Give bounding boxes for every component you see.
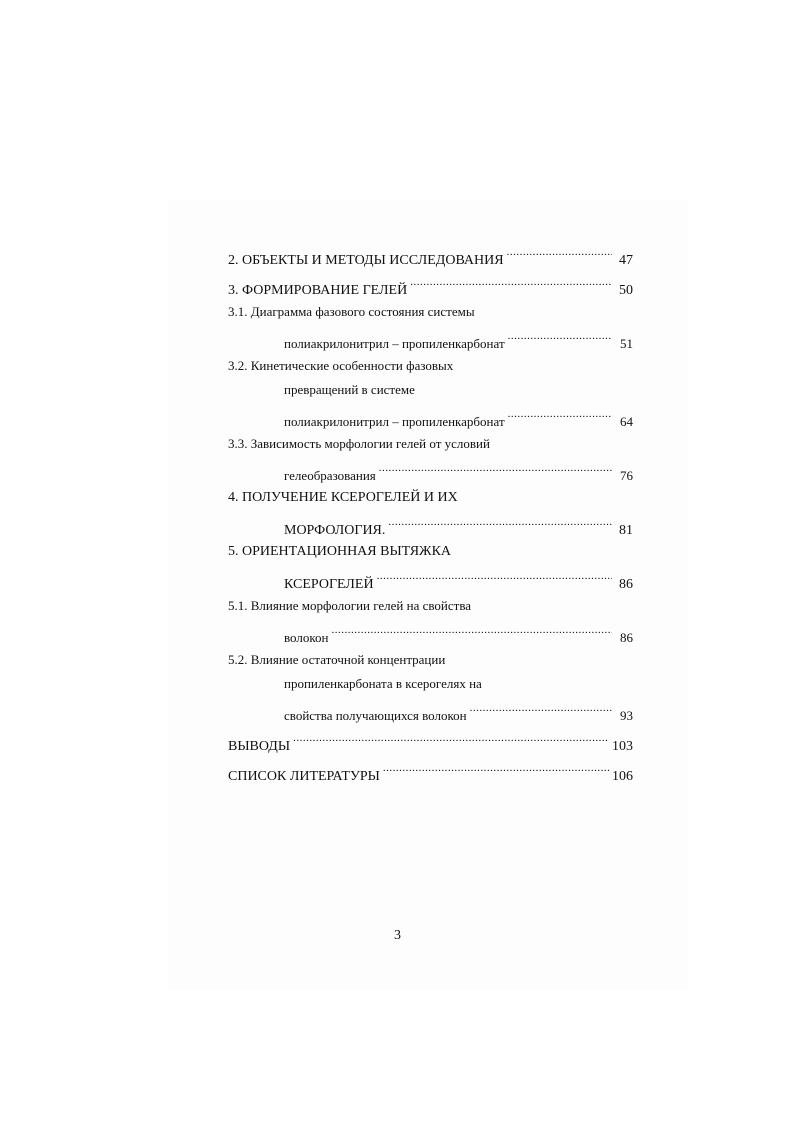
toc-entry-conclusions: [228, 726, 633, 754]
toc-page-number: 86: [620, 630, 633, 645]
toc-entry-title-cont: МОРФОЛОГИЯ.: [284, 523, 386, 538]
toc-page-number: 103: [612, 739, 633, 754]
toc-page-number: 64: [620, 414, 633, 429]
toc-entry-title: 2. ОБЪЕКТЫ И МЕТОДЫ ИССЛЕДОВАНИЯ: [228, 253, 504, 268]
toc-entry-references: [228, 756, 633, 784]
toc-entry-kinetics: [228, 354, 633, 378]
toc-leader-dots: [470, 696, 612, 720]
toc-entry-gel-formation: [228, 270, 633, 298]
toc-entry-title-cont: полиакрилонитрил – пропиленкарбонат: [284, 414, 505, 429]
toc-entry-xerogels-cont: [228, 510, 633, 538]
toc-leader-dots: [410, 270, 612, 294]
table-of-contents: [228, 240, 633, 784]
toc-entry-title: 5.1. Влияние морфологии гелей на свойства: [228, 598, 472, 613]
toc-page-number: 86: [619, 577, 633, 592]
toc-entry-xerogels: [228, 486, 633, 510]
toc-entry-title-cont: превращений в системе: [284, 382, 415, 397]
toc-leader-dots: [507, 240, 612, 264]
toc-entry-title-cont: свойства получающихся волокон: [284, 708, 467, 723]
toc-entry-fiber-properties-cont: [228, 618, 633, 645]
toc-entry-kinetics-cont: [228, 402, 633, 429]
toc-entry-residual-concentration-cont: [228, 696, 633, 723]
toc-entry-orientational-drawing: [228, 540, 633, 564]
toc-entry-orientational-drawing-cont: [228, 564, 633, 592]
toc-entry-title-cont: волокон: [284, 630, 329, 645]
toc-page-number: 51: [620, 336, 633, 351]
toc-entry-title: ВЫВОДЫ: [228, 739, 291, 754]
toc-entry-title: 4. ПОЛУЧЕНИЕ КСЕРОГЕЛЕЙ И ИХ: [228, 490, 458, 505]
toc-entry-phase-diagram: [228, 300, 633, 324]
toc-entry-title: 5. ОРИЕНТАЦИОННАЯ ВЫТЯЖКА: [228, 544, 452, 559]
toc-page-number: 50: [619, 283, 633, 298]
toc-entry-phase-diagram-cont: [228, 324, 633, 351]
page-number: 3: [394, 928, 401, 943]
toc-entry-title-cont: КСЕРОГЕЛЕЙ: [284, 577, 374, 592]
toc-entry-morphology-dependence: [228, 432, 633, 456]
toc-entry-title-cont: гелеобразования: [284, 468, 376, 483]
toc-entry-kinetics-cont: [228, 378, 633, 402]
toc-leader-dots: [331, 618, 612, 642]
toc-leader-dots: [508, 402, 612, 426]
toc-leader-dots: [377, 564, 612, 588]
toc-entry-title: 3.2. Кинетические особенности фазовых: [228, 358, 454, 373]
toc-leader-dots: [379, 456, 612, 480]
toc-page-number: 76: [620, 468, 633, 483]
toc-entry-title-cont: пропиленкарбоната в ксерогелях на: [284, 676, 482, 691]
toc-entry-title: 5.2. Влияние остаточной концентрации: [228, 652, 446, 667]
toc-entry-fiber-properties: [228, 594, 633, 618]
toc-entry-residual-concentration-cont: [228, 672, 633, 696]
toc-page-number: 81: [619, 523, 633, 538]
toc-entry-title: 3. ФОРМИРОВАНИЕ ГЕЛЕЙ: [228, 283, 408, 298]
toc-leader-dots: [293, 726, 609, 750]
toc-entry-title: СПИСОК ЛИТЕРАТУРЫ: [228, 769, 380, 784]
toc-leader-dots: [388, 510, 612, 534]
toc-entry-residual-concentration: [228, 648, 633, 672]
toc-entry-title-cont: полиакрилонитрил – пропиленкарбонат: [284, 336, 505, 351]
toc-page-number: 106: [612, 769, 633, 784]
toc-page-number: 93: [620, 708, 633, 723]
toc-leader-dots: [383, 756, 609, 780]
toc-entry-title: 3.3. Зависимость морфологии гелей от условий: [228, 436, 490, 451]
toc-entry-objects-methods: [228, 240, 633, 268]
toc-page-number: 47: [619, 253, 633, 268]
toc-leader-dots: [508, 324, 612, 348]
toc-entry-title: 3.1. Диаграмма фазового состояния системы: [228, 304, 475, 319]
toc-entry-morphology-dependence-cont: [228, 456, 633, 483]
